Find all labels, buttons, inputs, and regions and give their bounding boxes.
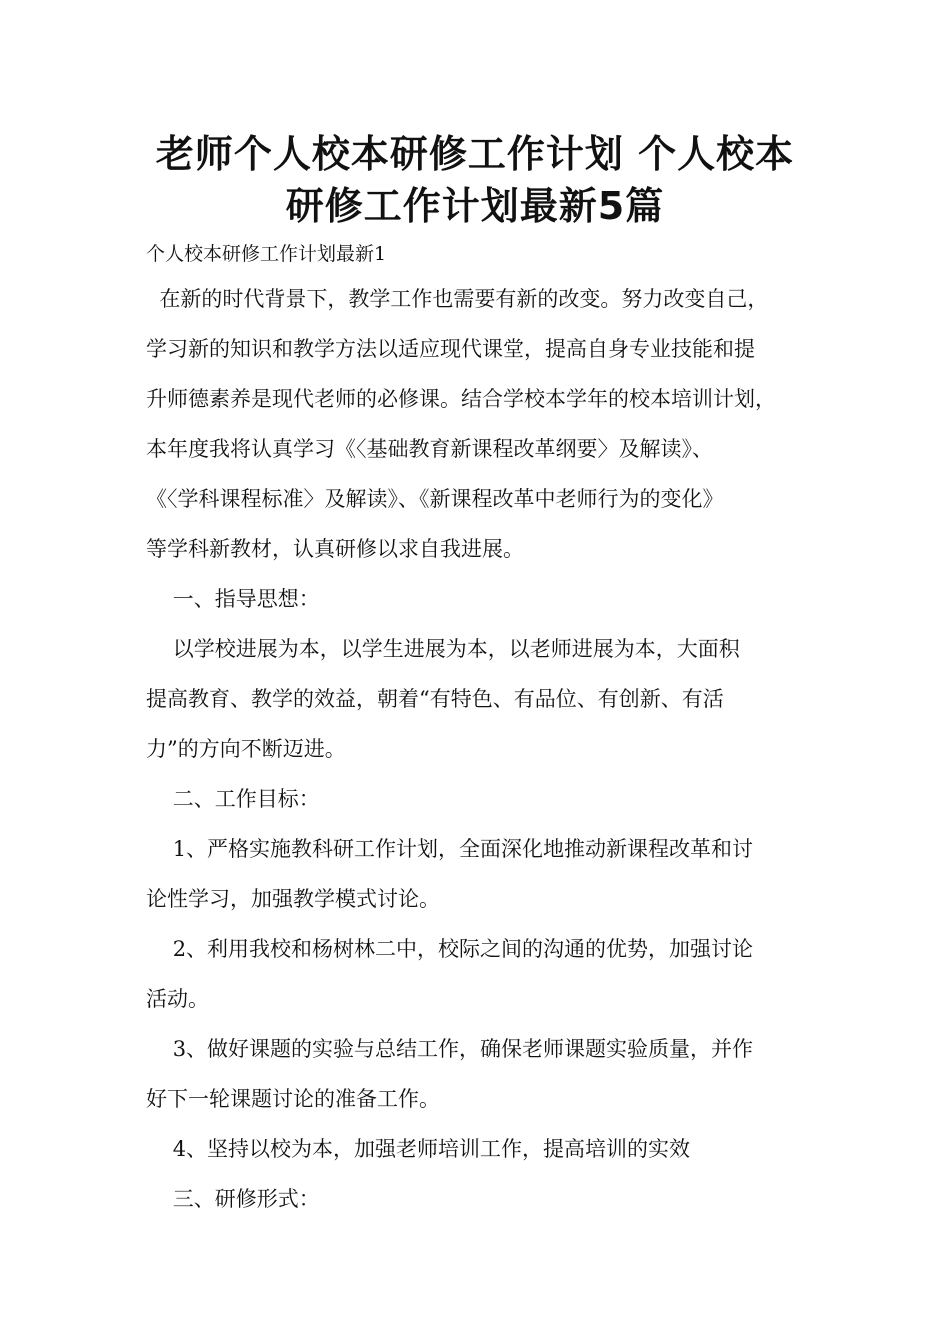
heading-guiding-ideology: 一、指导思想：	[146, 587, 320, 611]
text-line: 以学校进展为本，以学生进展为本，以老师进展为本，大面积	[146, 637, 740, 661]
text-line: 2、利用我校和杨树林二中，校际之间的沟通的优势，加强讨论	[146, 937, 754, 961]
text-line: 学习新的知识和教学方法以适应现代课堂，提高自身专业技能和提	[146, 337, 755, 361]
text-line: 等学科新教材，认真研修以求自我进展。	[146, 537, 524, 561]
heading-study-form: 三、研修形式：	[146, 1187, 320, 1211]
document-title	[0, 128, 950, 232]
text-line: 升师德素养是现代老师的必修课。结合学校本学年的校本培训计划，	[146, 387, 776, 411]
text-line: 本年度我将认真学习《〈基础教育新课程改革纲要〉及解读》、	[146, 437, 713, 461]
text-line: 活动。	[146, 987, 209, 1011]
body-text	[146, 274, 816, 1224]
text-line: 好下一轮课题讨论的准备工作。	[146, 1087, 440, 1111]
title-line-1: 老师个人校本研修工作计划 个人校本	[155, 132, 795, 176]
text-line: 论性学习，加强教学模式讨论。	[146, 887, 440, 911]
text-line: 1、严格实施教科研工作计划，全面深化地推动新课程改革和讨	[146, 837, 754, 861]
text-line: 力”的方向不断迈进。	[146, 737, 346, 761]
text-line: 4、坚持以校为本，加强老师培训工作，提高培训的实效	[146, 1137, 691, 1161]
heading-work-goals: 二、工作目标：	[146, 787, 320, 811]
text-line: 3、做好课题的实验与总结工作，确保老师课题实验质量，并作	[146, 1037, 754, 1061]
text-line: 《〈学科课程标准〉及解读》、《新课程改革中老师行为的变化》	[146, 487, 724, 511]
section-subtitle: 个人校本研修工作计划最新1	[146, 243, 387, 265]
text-line: 提高教育、教学的效益，朝着“有特色、有品位、有创新、有活	[146, 687, 724, 711]
title-line-2: 研修工作计划最新5篇	[285, 184, 665, 228]
text-line: 在新的时代背景下，教学工作也需要有新的改变。努力改变自己，	[146, 287, 769, 311]
